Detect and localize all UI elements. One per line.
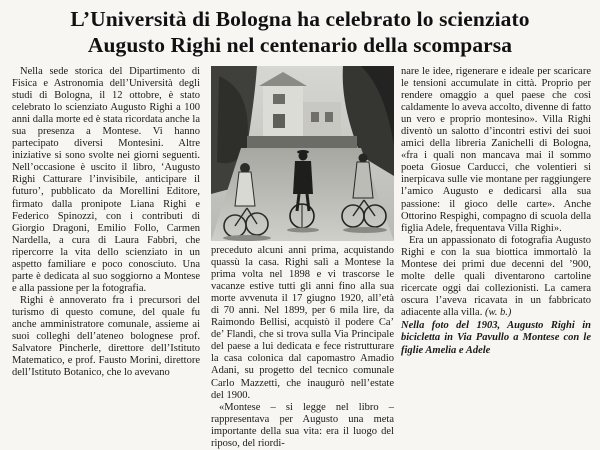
article-column-2 xyxy=(211,245,394,450)
column-3-paragraph-2 xyxy=(401,235,591,319)
historic-photo xyxy=(211,66,394,241)
author-signature: (w. b.) xyxy=(484,306,512,318)
column-3-paragraph-2-text: Era un appassionato di fotografia Augusto Righi e con la sua biottica immortalò la Montese dei primi due decenni del ’900, molte delle quali diventarono cartoline ricercate oggi dai collezionisti. La camera oscura l’aveva ricavata in un fabbricato adiacente alla villa. xyxy=(401,234,591,318)
headline xyxy=(0,6,600,58)
column-2-paragraph-1: preceduto alcuni anni prima, acquistando quassù la casa. Righi salì a Montese la prima volta nel 1898 e vi trascorse le vacanze estive tutti gli anni fino alla sua morte avvenuta il 17 giugno 1920, all’età di 70 anni. Nel 1899, per 6 mila lire, da Raimondo Bellisi, acquistò il podere Ca’ de’ Flandi, che si trova sulla Via Principale del paese a lui dedicata e fece ristrutturare la casa colonica dal capomastro Amadio Adani, su progetto del tecnico comunale Carlo Mazzetti, che inaugurò nell’estate del 1900. xyxy=(211,245,394,401)
headline-line-2: Augusto Righi nel centenario della scomparsa xyxy=(87,33,513,57)
article-column-1 xyxy=(12,66,200,379)
headline-line-1: L’Università di Bologna ha celebrato lo scienziato xyxy=(70,7,530,31)
photo-caption: Nella foto del 1903, Augusto Righi in bicicletta in Via Pavullo a Montese con le figlie Amelia e Adele xyxy=(401,319,591,356)
column-3-paragraph-1: nare le idee, rigenerare e ideale per scaricare le tensioni accumulate in città. Proprio per rendere omaggio a quel paese che così caldamente lo aveva accolto, divenne di fatto un vero e proprio montesino». Villa Righi diventò un salotto d’incontri estivi dei suoi amici della libreria Zanichelli di Bologna, «fra i quali non mancava mai il sommo poeta Giosue Carducci, che volentieri si inerpicava sulle vie montane per raggiungere l’amico Augusto e dedicarsi alla sua passione: il gioco delle carte». Anche Ottorino Respighi, compagno di scuola della figlia Adele, frequentava Villa Righi». xyxy=(401,66,591,234)
article-column-3 xyxy=(401,66,591,357)
column-2-paragraph-2: «Montese – si legge nel libro – rappresentava per Augusto una meta importante della sua vita: era il luogo del riposo, del riordi- xyxy=(211,401,394,449)
column-1-paragraph-2: Righi è annoverato fra i precursori del turismo di questo comune, del quale fu anche amministratore comunale, assieme ai suoi colleghi dell’ateneo bolognese prof. Salvatore Pincherle, direttore dell’Istituto Matematico, e prof. Fausto Morini, direttore dell’Istituto Botanico, che lo avevano xyxy=(12,294,200,379)
column-1-paragraph-1: Nella sede storica del Dipartimento di Fisica e Astronomia dell’Università degli studi di Bologna, il 12 ottobre, è stato celebrato lo scienziato Augusto Righi a 100 anni dalla morte ed è stata ricordata anche la sua presenza a Montese. Vi hanno partecipato diversi Montesini. Altre iniziative si sono svolte nei giorni seguenti. Nell’occasione è uscito il libro, ‘Augusto Righi Catturare l’invisibile, anticipare il futuro’, pubblicato da Morellini Editore, firmato dalla pronipote Liana Righi e Federico Spinozzi, con i contributi di Giorgio Dragoni, Emilio Follo, Carmen Nardella, a cura di Laura Fabbri, che ripercorre la vita dello scienziato in un aspetto familiare e poco conosciuto. Una parte è dedicata al suo soggiorno a Montese e alla passione per la fotografia. xyxy=(12,66,200,294)
